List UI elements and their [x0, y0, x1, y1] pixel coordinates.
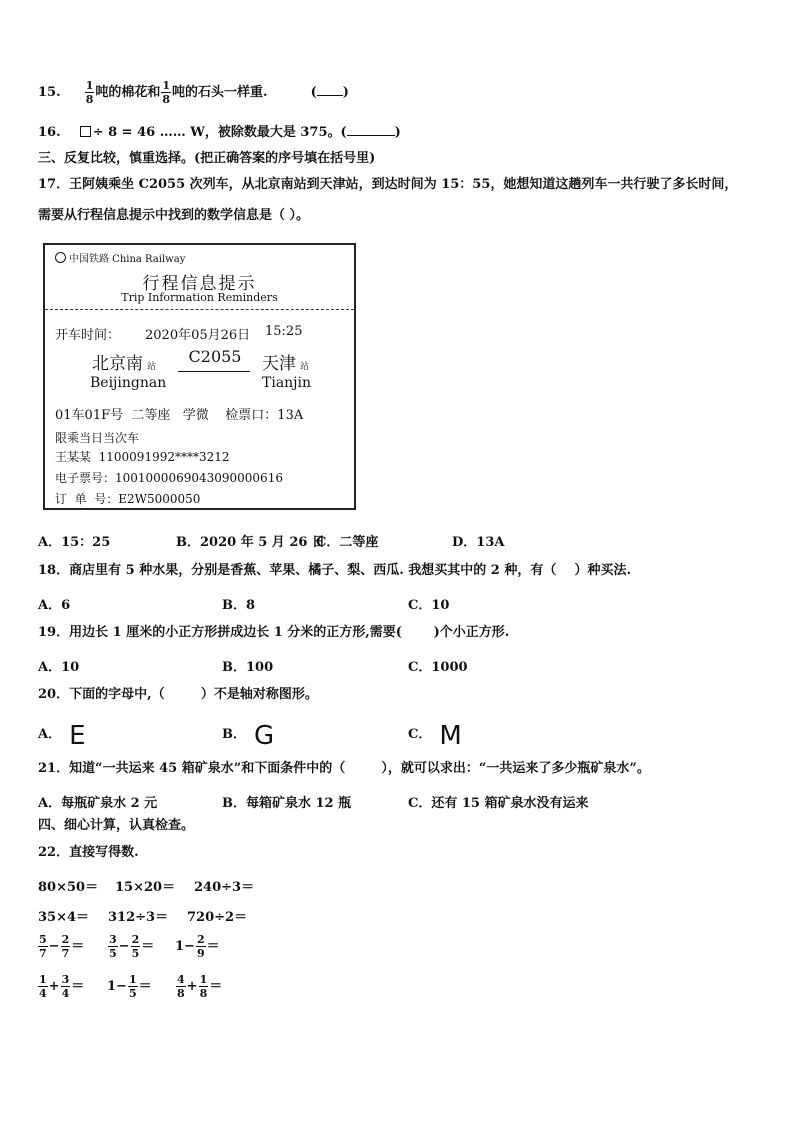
q18-option-a[interactable]: A．6	[38, 598, 71, 613]
q18-option-c[interactable]: C．10	[408, 598, 450, 613]
q21-option-b[interactable]: B．每箱矿泉水 12 瓶	[222, 796, 352, 811]
fraction-calc-item: $\frac{1}{4}$ + $\frac{3}{4}$ ＝	[39, 973, 85, 1000]
q21-option-a[interactable]: A．每瓶矿泉水 2 元	[38, 796, 158, 811]
dividend-box-icon	[80, 126, 91, 137]
from-station: 北京南 站	[92, 354, 157, 374]
ticket-subtitle: Trip Information Reminders	[121, 291, 278, 304]
train-underline	[178, 371, 250, 372]
q17-option-c[interactable]: C．二等座	[316, 535, 379, 550]
question-17-line-2: 需要从行程信息提示中找到的数学信息是（ ）。	[38, 208, 310, 223]
from-station-en: Beijingnan	[90, 375, 167, 391]
question-17-line-1: 17．王阿姨乘坐 C2055 次列车，从北京南站到天津站，到达时间为 15：55，她想知道这趟列车一共行驶了多长时间，	[38, 177, 738, 192]
fraction-calc-item: 1− $\frac{1}{5}$ ＝	[107, 973, 152, 1000]
to-station-en: Tianjin	[262, 375, 312, 391]
q21-option-c[interactable]: C．还有 15 箱矿泉水没有运来	[408, 796, 589, 811]
q16-number: 16.	[38, 125, 61, 140]
q15-number: 15.	[38, 85, 61, 100]
question-22-title: 22．直接写得数.	[38, 845, 139, 860]
section-4-heading: 四、细心计算，认真检查。	[38, 818, 195, 833]
q19-option-b[interactable]: B．100	[222, 660, 274, 675]
q19-option-a[interactable]: A．10	[38, 660, 80, 675]
order-number: 订 单 号：E2W5000050	[55, 492, 201, 506]
q20-option-b[interactable]: B． G	[222, 721, 275, 751]
china-railway-logo: 中国铁路 China Railway	[55, 250, 185, 265]
calc-item: 240÷3＝	[194, 880, 255, 895]
q15-fraction-2: $\frac{1}{8}$	[162, 79, 171, 106]
fraction-calc-item: $\frac{4}{8}$ + $\frac{1}{8}$ ＝	[177, 973, 223, 1000]
fraction-calc-item: $\frac{3}{5}$ − $\frac{2}{5}$ ＝	[109, 933, 155, 960]
question-18: 18．商店里有 5 种水果，分别是香蕉、苹果、橘子、梨、西瓜. 我想买其中的 2 种，有（ ）种买法.	[38, 563, 631, 578]
q15-fraction-1: $\frac{1}{8}$	[85, 79, 94, 106]
question-21: 21．知道“一共运来 45 箱矿泉水”和下面条件中的（ ），就可以求出：“一共运来了多少瓶矿泉水”。	[38, 761, 650, 776]
q19-option-c[interactable]: C．1000	[408, 660, 468, 675]
q15-answer-blank[interactable]: ( )	[310, 85, 349, 100]
calc-item: 35×4＝	[38, 910, 90, 925]
calc-item: 312÷3＝	[108, 910, 169, 925]
trip-info-ticket	[43, 243, 356, 510]
question-15	[38, 80, 349, 105]
train-number: C2055	[188, 347, 242, 366]
ticket-title: 行程信息提示	[142, 274, 257, 294]
letter-m-glyph: M	[439, 721, 462, 751]
letter-e-glyph: E	[69, 721, 86, 751]
passenger-info: 王某某 1100091992****3212	[55, 450, 230, 464]
fraction-calc-item: 1− $\frac{2}{9}$ ＝	[175, 933, 220, 960]
departure-label: 开车时间：	[55, 328, 121, 343]
q20-option-a[interactable]: A． E	[38, 721, 86, 751]
q18-option-b[interactable]: B．8	[222, 598, 256, 613]
eticket-number: 电子票号：1001000069043090000616	[55, 471, 283, 485]
question-20: 20．下面的字母中,（ ）不是轴对称图形。	[38, 687, 318, 702]
departure-time: 15:25	[265, 324, 303, 339]
calc-item: 720÷2＝	[187, 910, 248, 925]
calc-item: 15×20＝	[115, 880, 176, 895]
q15-text-tail: 吨的石头一样重.	[172, 85, 268, 100]
railway-logo-icon	[55, 252, 66, 263]
seat-info: 01车01F号 二等座 学微 检票口：13A	[55, 408, 304, 423]
ticket-divider	[45, 309, 354, 310]
q17-option-b[interactable]: B．2020 年 5 月 26 日	[176, 535, 325, 550]
q16-expression: ÷ 8 = 46 …… W，被除数最大是 375。(	[92, 125, 347, 140]
question-19: 19．用边长 1 厘米的小正方形拼成边长 1 分米的正方形,需要( )个小正方形.	[38, 625, 510, 640]
q17-option-a[interactable]: A．15：25	[38, 535, 111, 550]
q20-option-c[interactable]: C． M	[408, 721, 462, 751]
q15-text-mid: 吨的棉花和	[95, 85, 161, 100]
letter-g-glyph: G	[254, 721, 275, 751]
ticket-limit: 限乘当日当次车	[55, 431, 140, 445]
calc-item: 80×50＝	[38, 880, 99, 895]
q17-option-d[interactable]: D．13A	[452, 535, 505, 550]
question-16: 16. ÷ 8 = 46 …… W，被除数最大是 375。( )	[38, 125, 401, 140]
to-station: 天津 站	[262, 354, 310, 374]
departure-date: 2020年05月26日	[145, 328, 251, 343]
q16-answer-blank[interactable]	[347, 135, 395, 136]
section-3-heading: 三、反复比较，慎重选择。(把正确答案的序号填在括号里)	[38, 151, 376, 166]
fraction-calc-item: $\frac{5}{7}$ − $\frac{2}{7}$ ＝	[39, 933, 85, 960]
